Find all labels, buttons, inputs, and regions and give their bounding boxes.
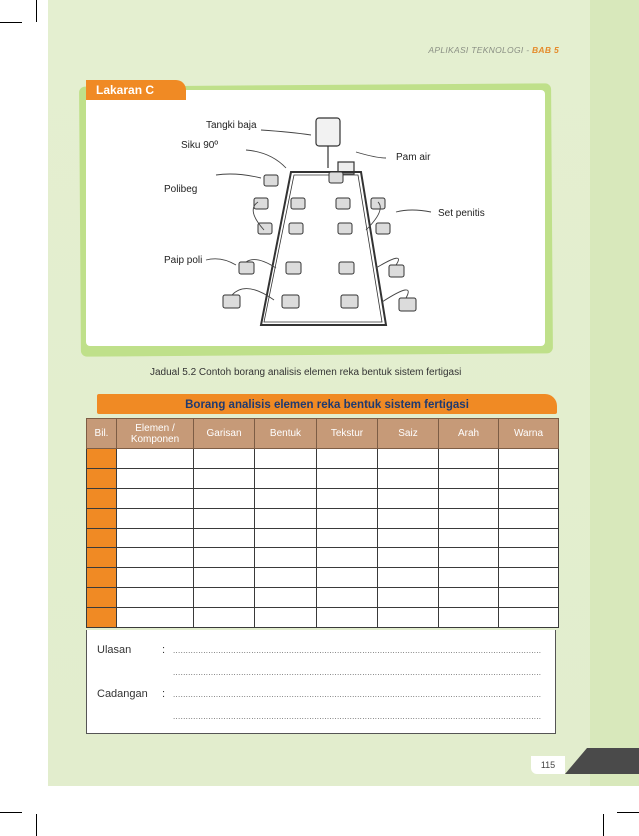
form-cell[interactable] — [378, 528, 439, 548]
form-cell[interactable] — [317, 608, 378, 628]
fertigation-sketch — [86, 90, 545, 346]
header-chapter: BAB 5 — [531, 45, 559, 55]
ulasan-line-1[interactable]: .................................................................................................................................................. — [173, 646, 542, 655]
bil-cell[interactable] — [87, 449, 117, 469]
col-header-arah: Arah — [439, 419, 499, 449]
form-cell[interactable] — [378, 608, 439, 628]
ulasan-label: Ulasan — [97, 644, 132, 656]
form-cell[interactable] — [378, 568, 439, 588]
form-cell[interactable] — [499, 468, 559, 488]
form-cell[interactable] — [317, 468, 378, 488]
label-pipe: Paip poli — [164, 255, 203, 266]
table-row — [87, 508, 559, 528]
form-cell[interactable] — [439, 548, 499, 568]
crop-mark — [603, 814, 604, 836]
page-number: 115 — [531, 756, 565, 774]
form-cell[interactable] — [378, 548, 439, 568]
form-cell[interactable] — [499, 449, 559, 469]
label-elbow: Siku 90º — [181, 140, 219, 151]
form-cell[interactable] — [499, 568, 559, 588]
analysis-form-table — [86, 418, 558, 628]
col-header-garisan: Garisan — [194, 419, 255, 449]
form-cell[interactable] — [255, 548, 317, 568]
form-cell[interactable] — [499, 508, 559, 528]
label-pump: Pam air — [396, 152, 431, 163]
crop-mark — [36, 0, 37, 22]
form-cell[interactable] — [439, 568, 499, 588]
form-cell[interactable] — [194, 468, 255, 488]
running-header — [428, 45, 559, 55]
form-cell[interactable] — [117, 468, 194, 488]
bil-cell[interactable] — [87, 468, 117, 488]
form-cell[interactable] — [499, 608, 559, 628]
form-cell[interactable] — [317, 528, 378, 548]
form-cell[interactable] — [317, 449, 378, 469]
form-cell[interactable] — [378, 588, 439, 608]
form-cell[interactable] — [117, 588, 194, 608]
form-cell[interactable] — [499, 528, 559, 548]
col-header-elemen: Elemen / Komponen — [117, 419, 194, 449]
form-cell[interactable] — [194, 528, 255, 548]
table-row — [87, 528, 559, 548]
label-drip: Set penitis — [438, 208, 485, 219]
table-row — [87, 449, 559, 469]
table-row — [87, 568, 559, 588]
pipe-frame-drawing — [261, 172, 386, 325]
page-side-strip — [590, 0, 639, 786]
col-header-bil: Bil. — [87, 419, 117, 449]
form-title — [97, 394, 557, 414]
crop-mark — [0, 22, 22, 23]
form-cell[interactable] — [255, 468, 317, 488]
form-cell[interactable] — [317, 568, 378, 588]
bil-cell[interactable] — [87, 608, 117, 628]
form-cell[interactable] — [255, 488, 317, 508]
form-cell[interactable] — [117, 449, 194, 469]
bil-cell[interactable] — [87, 588, 117, 608]
form-cell[interactable] — [317, 508, 378, 528]
form-cell[interactable] — [255, 568, 317, 588]
form-cell[interactable] — [117, 548, 194, 568]
form-cell[interactable] — [255, 449, 317, 469]
crop-mark — [617, 812, 639, 813]
form-cell[interactable] — [317, 488, 378, 508]
cadangan-colon: : — [162, 688, 166, 700]
form-cell[interactable] — [499, 548, 559, 568]
form-cell[interactable] — [439, 508, 499, 528]
table-row — [87, 548, 559, 568]
form-cell[interactable] — [194, 588, 255, 608]
tank-drawing — [316, 118, 340, 146]
form-cell[interactable] — [194, 488, 255, 508]
form-cell[interactable] — [378, 468, 439, 488]
label-polybag: Polibeg — [164, 184, 198, 195]
form-cell[interactable] — [439, 608, 499, 628]
table-row — [87, 468, 559, 488]
cadangan-line-2[interactable]: .................................................................................................................................................. — [173, 712, 542, 721]
form-cell[interactable] — [255, 508, 317, 528]
bil-cell[interactable] — [87, 528, 117, 548]
form-cell[interactable] — [117, 608, 194, 628]
form-title-text: Borang analisis elemen reka bentuk sistem fertigasi — [185, 399, 469, 411]
bil-cell[interactable] — [87, 508, 117, 528]
form-cell[interactable] — [378, 449, 439, 469]
cadangan-label: Cadangan — [97, 688, 148, 700]
form-cell[interactable] — [439, 468, 499, 488]
cadangan-line-1[interactable]: .................................................................................................................................................. — [173, 690, 542, 699]
ulasan-line-2[interactable]: .................................................................................................................................................. — [173, 668, 542, 677]
form-cell[interactable] — [255, 588, 317, 608]
form-cell[interactable] — [194, 568, 255, 588]
label-tank: Tangki baja — [206, 120, 257, 131]
bil-cell[interactable] — [87, 568, 117, 588]
form-cell[interactable] — [439, 488, 499, 508]
table-header-row — [87, 419, 559, 449]
col-header-tekstur: Tekstur — [317, 419, 378, 449]
form-cell[interactable] — [194, 548, 255, 568]
form-cell[interactable] — [194, 449, 255, 469]
header-subject: APLIKASI TEKNOLOGI - — [428, 45, 532, 55]
form-cell[interactable] — [499, 588, 559, 608]
form-cell[interactable] — [439, 449, 499, 469]
col-header-bentuk: Bentuk — [255, 419, 317, 449]
form-cell[interactable] — [117, 568, 194, 588]
form-cell[interactable] — [194, 608, 255, 628]
crop-mark — [0, 812, 22, 813]
form-cell[interactable] — [499, 488, 559, 508]
form-cell[interactable] — [255, 608, 317, 628]
sketch-tag: Lakaran C — [86, 80, 186, 100]
crop-mark — [36, 814, 37, 836]
form-cell[interactable] — [317, 588, 378, 608]
bil-cell[interactable] — [87, 488, 117, 508]
form-cell[interactable] — [117, 528, 194, 548]
form-cell[interactable] — [317, 548, 378, 568]
form-cell[interactable] — [378, 508, 439, 528]
polybag-drawings — [223, 172, 416, 311]
sketch-card — [86, 90, 545, 346]
col-header-warna: Warna — [499, 419, 559, 449]
table-row — [87, 488, 559, 508]
table-row — [87, 608, 559, 628]
ulasan-colon: : — [162, 644, 166, 656]
form-cell[interactable] — [439, 528, 499, 548]
form-cell[interactable] — [439, 588, 499, 608]
col-header-saiz: Saiz — [378, 419, 439, 449]
form-cell[interactable] — [117, 488, 194, 508]
table-row — [87, 588, 559, 608]
table-caption: Jadual 5.2 Contoh borang analisis elemen reka bentuk sistem fertigasi — [150, 367, 462, 378]
bil-cell[interactable] — [87, 548, 117, 568]
form-cell[interactable] — [117, 508, 194, 528]
notes-box — [86, 630, 556, 734]
form-cell[interactable] — [378, 488, 439, 508]
form-cell[interactable] — [194, 508, 255, 528]
form-cell[interactable] — [255, 528, 317, 548]
